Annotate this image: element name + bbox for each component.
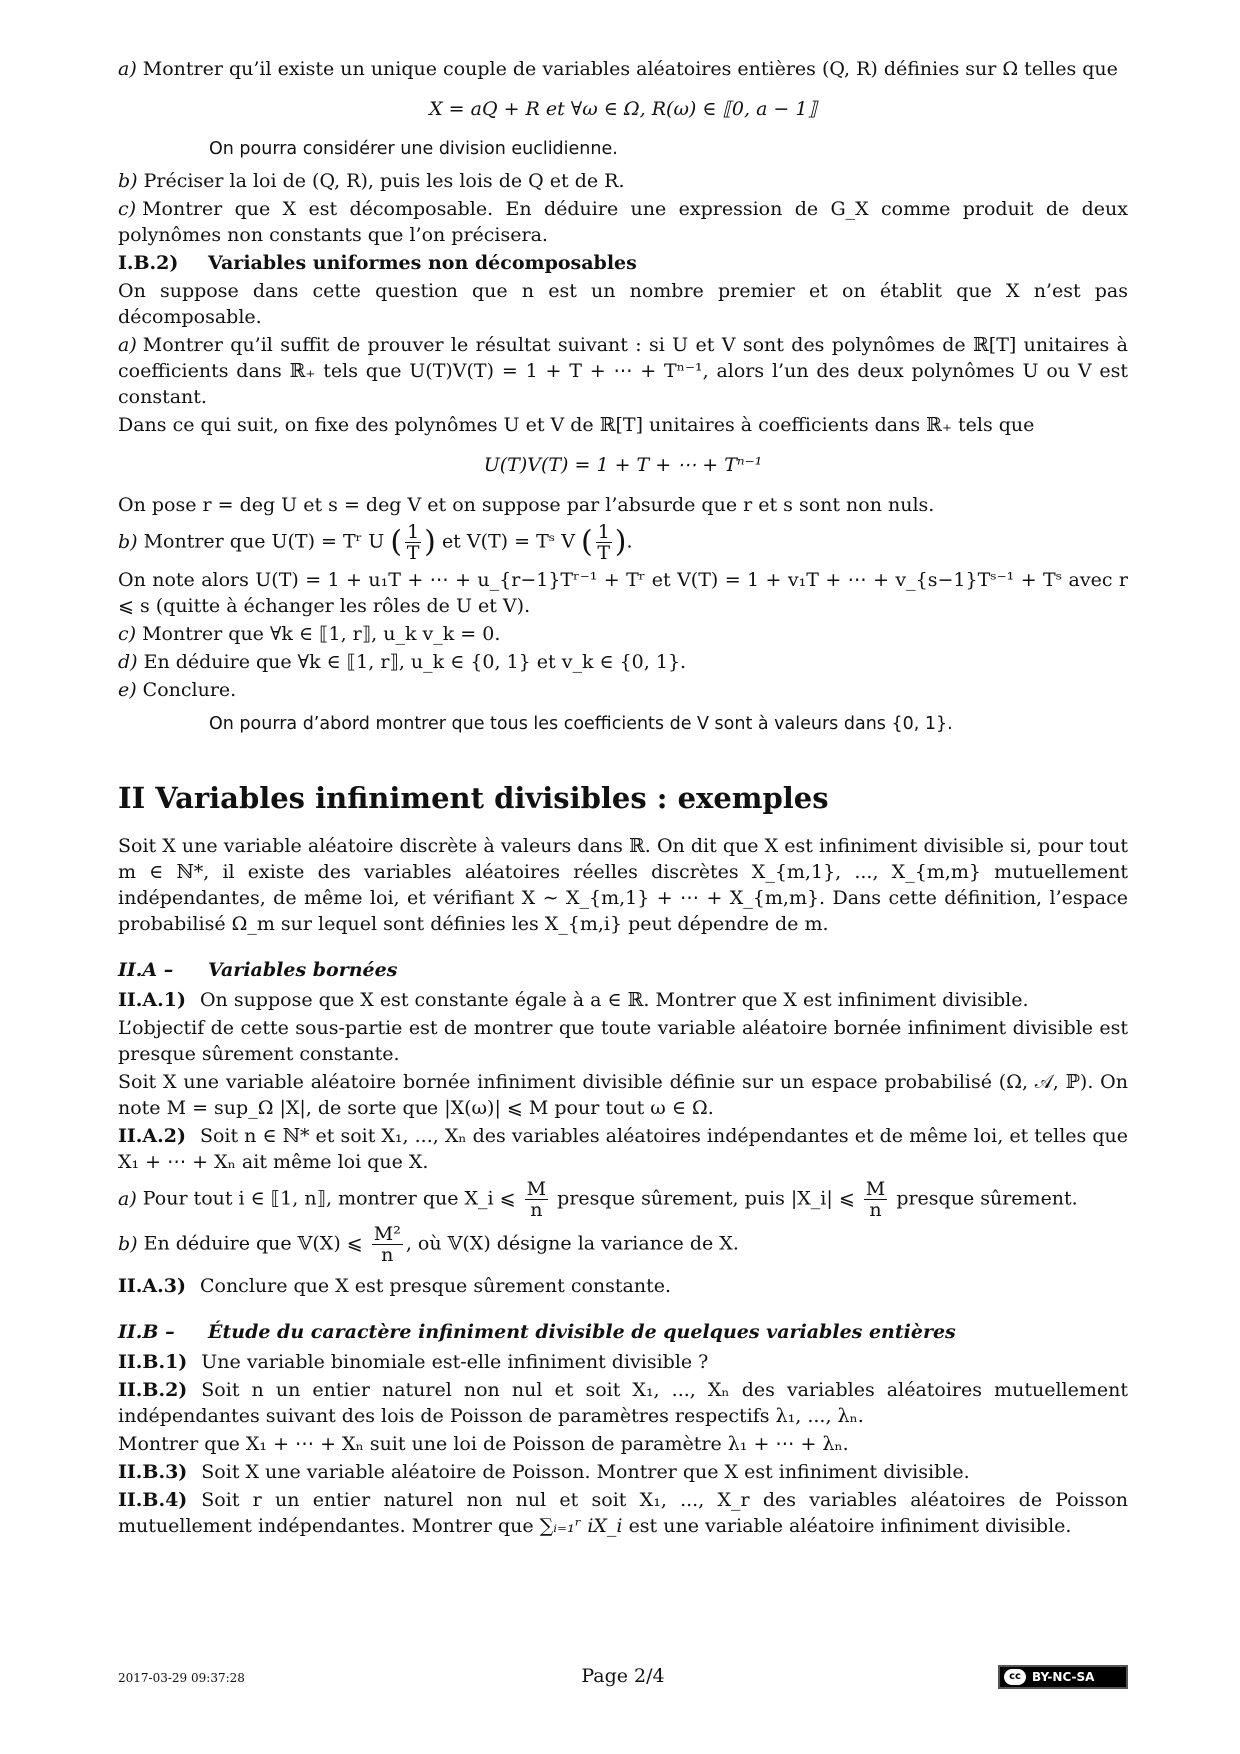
question-label: a) xyxy=(118,58,137,80)
cc-logo-icon: cc xyxy=(1004,1669,1026,1685)
question-text: Soit r un entier naturel non nul et soit X₁, ..., X_r des variables aléatoires de Poisson mutuellement indépendantes. Montrer que xyxy=(118,1489,1128,1537)
fraction-denominator: T xyxy=(406,542,420,564)
question-text: Montrer que X est décomposable. En déduire une expression de G_X comme produit de deux polynômes non constants que l’on précisera. xyxy=(118,198,1128,246)
question-text: Soit n un entier naturel non nul et soit X₁, ..., Xₙ des variables aléatoires mutuellement indépendantes suivant des lois de Poisson de paramètres respectifs λ₁, ..., λₙ. xyxy=(118,1379,1128,1427)
paragraph: On pose r = deg U et s = deg V et on suppose par l’absurde que r et s sont non nuls. xyxy=(118,494,935,516)
question-text: Conclure. xyxy=(142,679,237,701)
question-text: En déduire que ∀k ∈ ⟦1, r⟧, u_k ∈ {0, 1} et v_k ∈ {0, 1}. xyxy=(143,651,687,673)
paragraph: Soit X une variable aléatoire bornée infiniment divisible définie sur un espace probabilisé (Ω, 𝒜, ℙ). On note M = sup_Ω |X|, de sorte que |X(ω)| ⩽ M pour tout ω ∈ Ω. xyxy=(118,1071,1128,1119)
display-formula: X = aQ + R et ∀ω ∈ Ω, R(ω) ∈ ⟦0, a − 1⟧ xyxy=(429,98,817,120)
question-text: Préciser la loi de (Q, R), puis les lois de Q et de R. xyxy=(143,170,625,192)
fraction-denominator: n xyxy=(869,1199,882,1221)
question-c xyxy=(118,621,1128,647)
question-label: b) xyxy=(118,170,138,192)
question-label: a) xyxy=(118,334,137,356)
license-badge xyxy=(998,1665,1128,1689)
question-b: b) Montrer que U(T) = Tʳ U ( $\frac{1}{T}$ ) et V(T) = Tˢ V ( $\frac{1}{T}$ ). xyxy=(118,521,633,564)
subpart-heading xyxy=(118,957,1128,983)
fraction-denominator: T xyxy=(597,542,611,564)
subpart-title: Étude du caractère infiniment divisible de quelques variables entières xyxy=(208,1321,956,1343)
question-text: Montrer que ∀k ∈ ⟦1, r⟧, u_k v_k = 0. xyxy=(142,623,501,645)
fraction-numerator: M² xyxy=(373,1223,401,1245)
question-label: e) xyxy=(118,679,137,701)
footer xyxy=(118,1665,1128,1695)
question-text: presque sûrement, puis |X_i| ⩽ xyxy=(557,1187,855,1210)
question-a xyxy=(118,56,1128,82)
subsection-number: I.B.2) xyxy=(118,252,179,274)
question-ii-a-1 xyxy=(118,987,1128,1013)
question-c xyxy=(118,196,1128,248)
subsection-heading xyxy=(118,250,1128,276)
timestamp: 2017-03-29 09:37:28 xyxy=(118,1671,245,1685)
fraction xyxy=(372,1224,403,1265)
subpart-title: Variables bornées xyxy=(208,959,398,981)
question-label: b) xyxy=(118,530,138,553)
paren: ( xyxy=(390,524,403,560)
page-number: Page 2/4 xyxy=(581,1665,665,1687)
sum-expression: ∑ᵢ₌₁ʳ iX_i xyxy=(539,1515,623,1537)
fraction-denominator: n xyxy=(381,1244,394,1266)
question-number: II.A.3) xyxy=(118,1275,186,1297)
question-number: II.A.2) xyxy=(118,1125,186,1147)
question-e xyxy=(118,677,1128,703)
display-formula: U(T)V(T) = 1 + T + ⋯ + Tⁿ⁻¹ xyxy=(483,454,763,476)
question-number: II.B.3) xyxy=(118,1461,188,1483)
paren: ) xyxy=(614,524,627,560)
question-ii-b-1 xyxy=(118,1349,1128,1375)
question-label: b) xyxy=(118,1232,138,1255)
question-text: Montrer que U(T) = Tʳ U xyxy=(143,530,385,553)
question-text: Soit n ∈ ℕ* et soit X₁, ..., Xₙ des variables aléatoires indépendantes et de même loi, et telles que X₁ + ⋯ + Xₙ ait même loi que X. xyxy=(118,1125,1128,1173)
paren: ) xyxy=(424,524,436,560)
question-text: Montrer qu’il existe un unique couple de variables aléatoires entières (Q, R) définies sur Ω telles que xyxy=(142,58,1118,80)
question-text: , où 𝕍(X) désigne la variance de X. xyxy=(405,1232,739,1255)
paragraph: Montrer que X₁ + ⋯ + Xₙ suit une loi de Poisson de paramètre λ₁ + ⋯ + λₙ. xyxy=(118,1433,849,1455)
fraction-numerator: 1 xyxy=(407,521,420,543)
fraction-numerator: 1 xyxy=(597,521,610,543)
question-number: II.B.1) xyxy=(118,1351,188,1373)
paren: ( xyxy=(580,524,593,560)
paragraph: Soit X une variable aléatoire discrète à valeurs dans ℝ. On dit que X est infiniment divisible si, pour tout m ∈ ℕ*, il existe des variables aléatoires réelles discrètes X_{m,1}, ..., X_{m,m} mutuellement indépendantes, de même loi, et vérifiant X ∼ X_{m,1} + ⋯ + X_{m,m}. Dans cette définition, l’espace probabilisé Ω_m sur lequel sont définies les X_{m,i} peut dépendre de m. xyxy=(118,835,1128,935)
fraction xyxy=(525,1179,548,1220)
question-a xyxy=(118,1179,1128,1220)
question-a xyxy=(118,332,1128,410)
question-text: Soit X une variable aléatoire de Poisson. Montrer que X est infiniment divisible. xyxy=(201,1461,970,1483)
fraction-numerator: M xyxy=(526,1178,547,1200)
fraction xyxy=(864,1179,887,1220)
question-ii-b-2 xyxy=(118,1377,1128,1429)
question-text: Montrer qu’il suffit de prouver le résultat suivant : si U et V sont des polynômes de ℝ[T] unitaires à coefficients dans ℝ₊ tels que U(T)V(T) = 1 + T + ⋯ + Tⁿ⁻¹, alors l’un des deux polynômes U ou V est constant. xyxy=(118,334,1128,408)
question-label: a) xyxy=(118,1187,137,1210)
question-b xyxy=(118,168,1128,194)
question-label: d) xyxy=(118,651,138,673)
paragraph: L’objectif de cette sous-partie est de montrer que toute variable aléatoire bornée infiniment divisible est presque sûrement constante. xyxy=(118,1017,1128,1065)
page-content xyxy=(118,56,1128,1541)
question-ii-a-3 xyxy=(118,1273,1128,1299)
subpart-heading xyxy=(118,1319,1128,1345)
subpart-number: II.A – xyxy=(118,959,174,981)
question-text: Une variable binomiale est-elle infiniment divisible ? xyxy=(201,1351,709,1373)
hint: On pourra considérer une division euclidienne. xyxy=(209,139,618,159)
question-text: On suppose que X est constante égale à a ∈ ℝ. Montrer que X est infiniment divisible. xyxy=(199,989,1029,1011)
question-label: c) xyxy=(118,623,137,645)
question-ii-b-3 xyxy=(118,1459,1128,1485)
question-text: et V(T) = Tˢ V xyxy=(441,530,575,553)
fraction-denominator: n xyxy=(530,1199,543,1221)
question-b xyxy=(118,1224,1128,1265)
question-number: II.B.4) xyxy=(118,1489,188,1511)
license-label: BY-NC-SA xyxy=(1032,1670,1095,1684)
question-text: est une variable aléatoire infiniment divisible. xyxy=(628,1515,1072,1537)
question-number: II.A.1) xyxy=(118,989,186,1011)
fraction xyxy=(596,522,612,563)
question-text: Pour tout i ∈ ⟦1, n⟧, montrer que X_i ⩽ xyxy=(142,1187,516,1210)
fraction xyxy=(405,522,421,563)
question-text: En déduire que 𝕍(X) ⩽ xyxy=(143,1232,363,1255)
question-number: II.B.2) xyxy=(118,1379,188,1401)
question-label: c) xyxy=(118,198,137,220)
question-text: presque sûrement. xyxy=(896,1187,1078,1210)
question-ii-a-2 xyxy=(118,1123,1128,1175)
paragraph: On suppose dans cette question que n est un nombre premier et on établit que X n’est pas décomposable. xyxy=(118,280,1128,328)
part-title: II Variables infiniment divisibles : exemples xyxy=(118,781,829,815)
subsection-title: Variables uniformes non décomposables xyxy=(208,252,637,274)
hint: On pourra d’abord montrer que tous les coefficients de V sont à valeurs dans {0, 1}. xyxy=(209,714,953,734)
question-ii-b-4 xyxy=(118,1487,1128,1539)
question-d xyxy=(118,649,1128,675)
paragraph: On note alors U(T) = 1 + u₁T + ⋯ + u_{r−1}Tʳ⁻¹ + Tʳ et V(T) = 1 + v₁T + ⋯ + v_{s−1}Tˢ⁻¹ + Tˢ avec r ⩽ s (quitte à échanger les rôles de U et V). xyxy=(118,569,1128,617)
fraction-numerator: M xyxy=(865,1178,886,1200)
paragraph: Dans ce qui suit, on fixe des polynômes U et V de ℝ[T] unitaires à coefficients dans ℝ₊ tels que xyxy=(118,414,1035,436)
subpart-number: II.B – xyxy=(118,1321,175,1343)
question-text: Conclure que X est presque sûrement constante. xyxy=(199,1275,672,1297)
